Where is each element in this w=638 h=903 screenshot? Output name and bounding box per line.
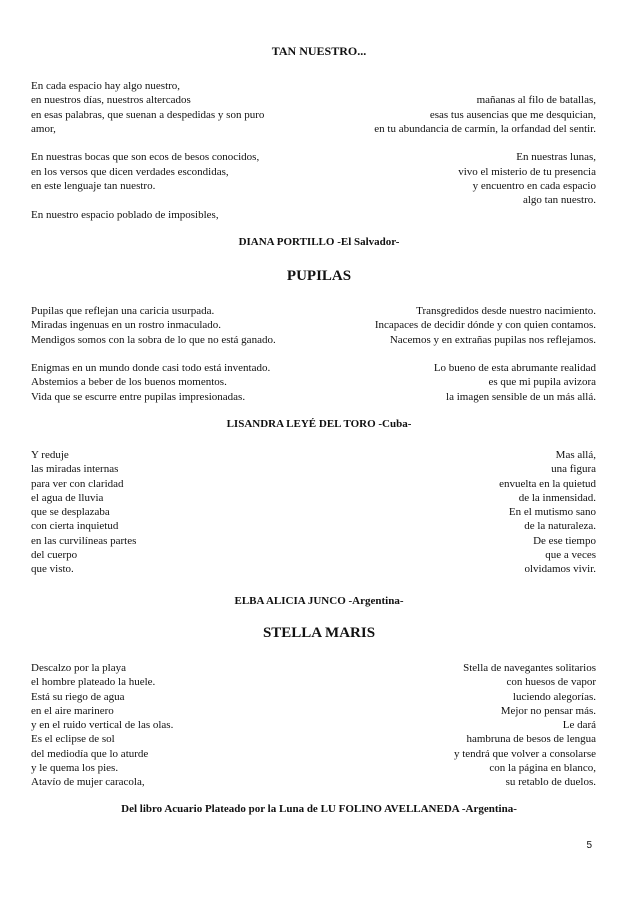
poem-line-left: amor, xyxy=(31,122,56,135)
poem-line xyxy=(31,505,596,519)
poem-line xyxy=(31,79,596,93)
poem-line xyxy=(31,775,596,789)
poem-line-right: algo tan nuestro. xyxy=(522,194,596,207)
poem-line-left: Vida que se escurre entre pupilas impresionadas. xyxy=(31,390,246,403)
poem-line xyxy=(31,347,596,361)
poem-line-right: en tu abundancia de carmín, la orfandad del sentir. xyxy=(374,122,596,135)
poem-line-left: Está su riego de agua xyxy=(31,690,125,703)
poem-line-left: Es el eclipse de sol xyxy=(31,733,115,746)
poem-line xyxy=(31,122,596,136)
poem-line-right: con la página en blanco, xyxy=(489,762,596,775)
poem-line-left: Y reduje xyxy=(31,449,69,461)
poem-body xyxy=(31,304,596,404)
poem-line xyxy=(31,704,596,718)
poem-line-right: Mejor no pensar más. xyxy=(500,704,596,717)
poem-body xyxy=(31,79,596,222)
poem-line-left: en este lenguaje tan nuestro. xyxy=(31,180,156,193)
poem-line xyxy=(31,448,596,462)
poem-line xyxy=(31,548,596,562)
poem-line xyxy=(31,718,596,732)
poem-author: DIANA PORTILLO -El Salvador- xyxy=(238,236,400,248)
poem-line-right: De ese tiempo xyxy=(533,534,596,547)
poem-line-right: y encuentro en cada espacio xyxy=(472,180,596,193)
poem-line xyxy=(31,534,596,548)
poem-line-right: vivo el misterio de tu presencia xyxy=(458,165,596,178)
poem-line-right: esas tus ausencias que me desquician, xyxy=(429,108,596,121)
poem-line-left: para ver con claridad xyxy=(31,477,124,490)
poem-line xyxy=(31,150,596,164)
poem-line-right: Nacemos y en extrañas pupilas nos reflejamos. xyxy=(389,333,596,346)
poem-line-left: y en el ruido vertical de las olas. xyxy=(31,719,174,732)
poem-line-right: la imagen sensible de un más allá. xyxy=(446,390,596,403)
poem-line-left: que visto. xyxy=(31,563,74,576)
poem-line xyxy=(31,462,596,476)
poem-line-left: en las curvilíneas partes xyxy=(31,534,137,547)
poem-line-right: una figura xyxy=(551,463,596,476)
poem-line-right: con huesos de vapor xyxy=(506,676,596,689)
poem-line-left: Atavío de mujer caracola, xyxy=(31,776,145,789)
poem-line xyxy=(31,747,596,761)
poem-line xyxy=(31,690,596,704)
poem-line-left: en el aire marinero xyxy=(31,704,114,717)
poem-line-right: envuelta en la quietud xyxy=(499,477,596,490)
poem-body xyxy=(31,661,596,790)
poem-line-right: mañanas al filo de batallas, xyxy=(476,94,596,107)
poem-line-left: Mendigos somos con la sobra de lo que no está ganado. xyxy=(31,333,276,346)
poem-title: STELLA MARIS xyxy=(262,625,376,641)
poem-line-right: es que mi pupila avizora xyxy=(488,376,596,389)
poem-line-right: Stella de navegantes solitarios xyxy=(463,662,596,674)
poem-line xyxy=(31,519,596,533)
poem-line-left: Pupilas que reflejan una caricia usurpada. xyxy=(31,305,215,317)
poem-line-left: en esas palabras, que suenan a despedidas y son puro xyxy=(31,108,265,121)
poem-line-right: Transgredidos desde nuestro nacimiento. xyxy=(416,305,596,317)
poem-line xyxy=(31,165,596,179)
poem-line xyxy=(31,93,596,107)
poem-line xyxy=(31,318,596,332)
poem-line-left: del mediodía que lo aturde xyxy=(31,747,149,760)
poem-line-left: Miradas ingenuas en un rostro inmaculado. xyxy=(31,319,222,332)
poem-line xyxy=(31,661,596,675)
poem-line-left: Abstemios a beber de los buenos momentos. xyxy=(31,376,227,389)
poem-line xyxy=(31,390,596,404)
poem-line xyxy=(31,193,596,207)
poem-line-left: Enigmas en un mundo donde casi todo está inventado. xyxy=(31,362,271,375)
poem-author: LISANDRA LEYÉ DEL TORO -Cuba- xyxy=(226,418,412,430)
poem-body xyxy=(31,448,596,577)
poem-line xyxy=(31,136,596,150)
poem-title: PUPILAS xyxy=(286,268,352,284)
poem-line-right: Incapaces de decidir dónde y con quien contamos. xyxy=(374,319,596,332)
page-number: 5 xyxy=(586,840,592,851)
poem-line-right: En nuestras lunas, xyxy=(516,151,596,164)
poem-author: ELBA ALICIA JUNCO -Argentina- xyxy=(234,595,404,607)
poem-line-left: el hombre plateado la huele. xyxy=(31,676,156,689)
poem-line xyxy=(31,477,596,491)
poem-line xyxy=(31,179,596,193)
poem-line-right: y tendrá que volver a consolarse xyxy=(453,747,596,760)
poem-line-left: el agua de lluvia xyxy=(31,491,104,504)
poem-line xyxy=(31,732,596,746)
poem-line-left: que se desplazaba xyxy=(31,506,110,519)
poem-line xyxy=(31,491,596,505)
poem-line xyxy=(31,304,596,318)
poem-line-right: luciendo alegorías. xyxy=(512,690,596,703)
poem-line-left: En nuestras bocas que son ecos de besos conocidos, xyxy=(31,151,260,164)
poem-line-right: olvidamos vivir. xyxy=(524,563,596,576)
poem-line-right: Lo bueno de esta abrumante realidad xyxy=(433,362,596,375)
poem-title: TAN NUESTRO... xyxy=(271,44,367,58)
poem-line-right: su retablo de duelos. xyxy=(505,776,596,789)
poem-line xyxy=(31,361,596,375)
poem-line-left: del cuerpo xyxy=(31,549,78,562)
poem-line-right: Le dará xyxy=(562,719,596,732)
poem-author: Del libro Acuario Plateado por la Luna de LU FOLINO AVELLANEDA -Argentina- xyxy=(121,803,517,815)
poem-line-right: En el mutismo sano xyxy=(508,506,596,519)
poem-line xyxy=(31,208,596,222)
poem-line-left: En nuestro espacio poblado de imposibles, xyxy=(31,208,219,221)
poem-line-left: Descalzo por la playa xyxy=(31,662,126,674)
poem-line-right: hambruna de besos de lengua xyxy=(466,733,596,746)
poem-line xyxy=(31,761,596,775)
poem-line xyxy=(31,108,596,122)
poem-line-left: las miradas internas xyxy=(31,463,119,476)
poem-line-left: con cierta inquietud xyxy=(31,520,119,533)
poem-line xyxy=(31,375,596,389)
poem-line-right: Mas allá, xyxy=(555,449,596,461)
poem-line-left: y le quema los pies. xyxy=(31,762,119,775)
poem-line-left: En cada espacio hay algo nuestro, xyxy=(31,80,181,92)
poem-line xyxy=(31,675,596,689)
poem-line-right: de la inmensidad. xyxy=(518,491,596,504)
poem-line xyxy=(31,562,596,576)
poem-line-right: de la naturaleza. xyxy=(524,520,596,533)
poem-line-left: en nuestros días, nuestros altercados xyxy=(31,94,191,107)
poem-line-right: que a veces xyxy=(545,549,596,562)
poem-line xyxy=(31,333,596,347)
poem-line-left: en los versos que dicen verdades escondidas, xyxy=(31,165,229,178)
